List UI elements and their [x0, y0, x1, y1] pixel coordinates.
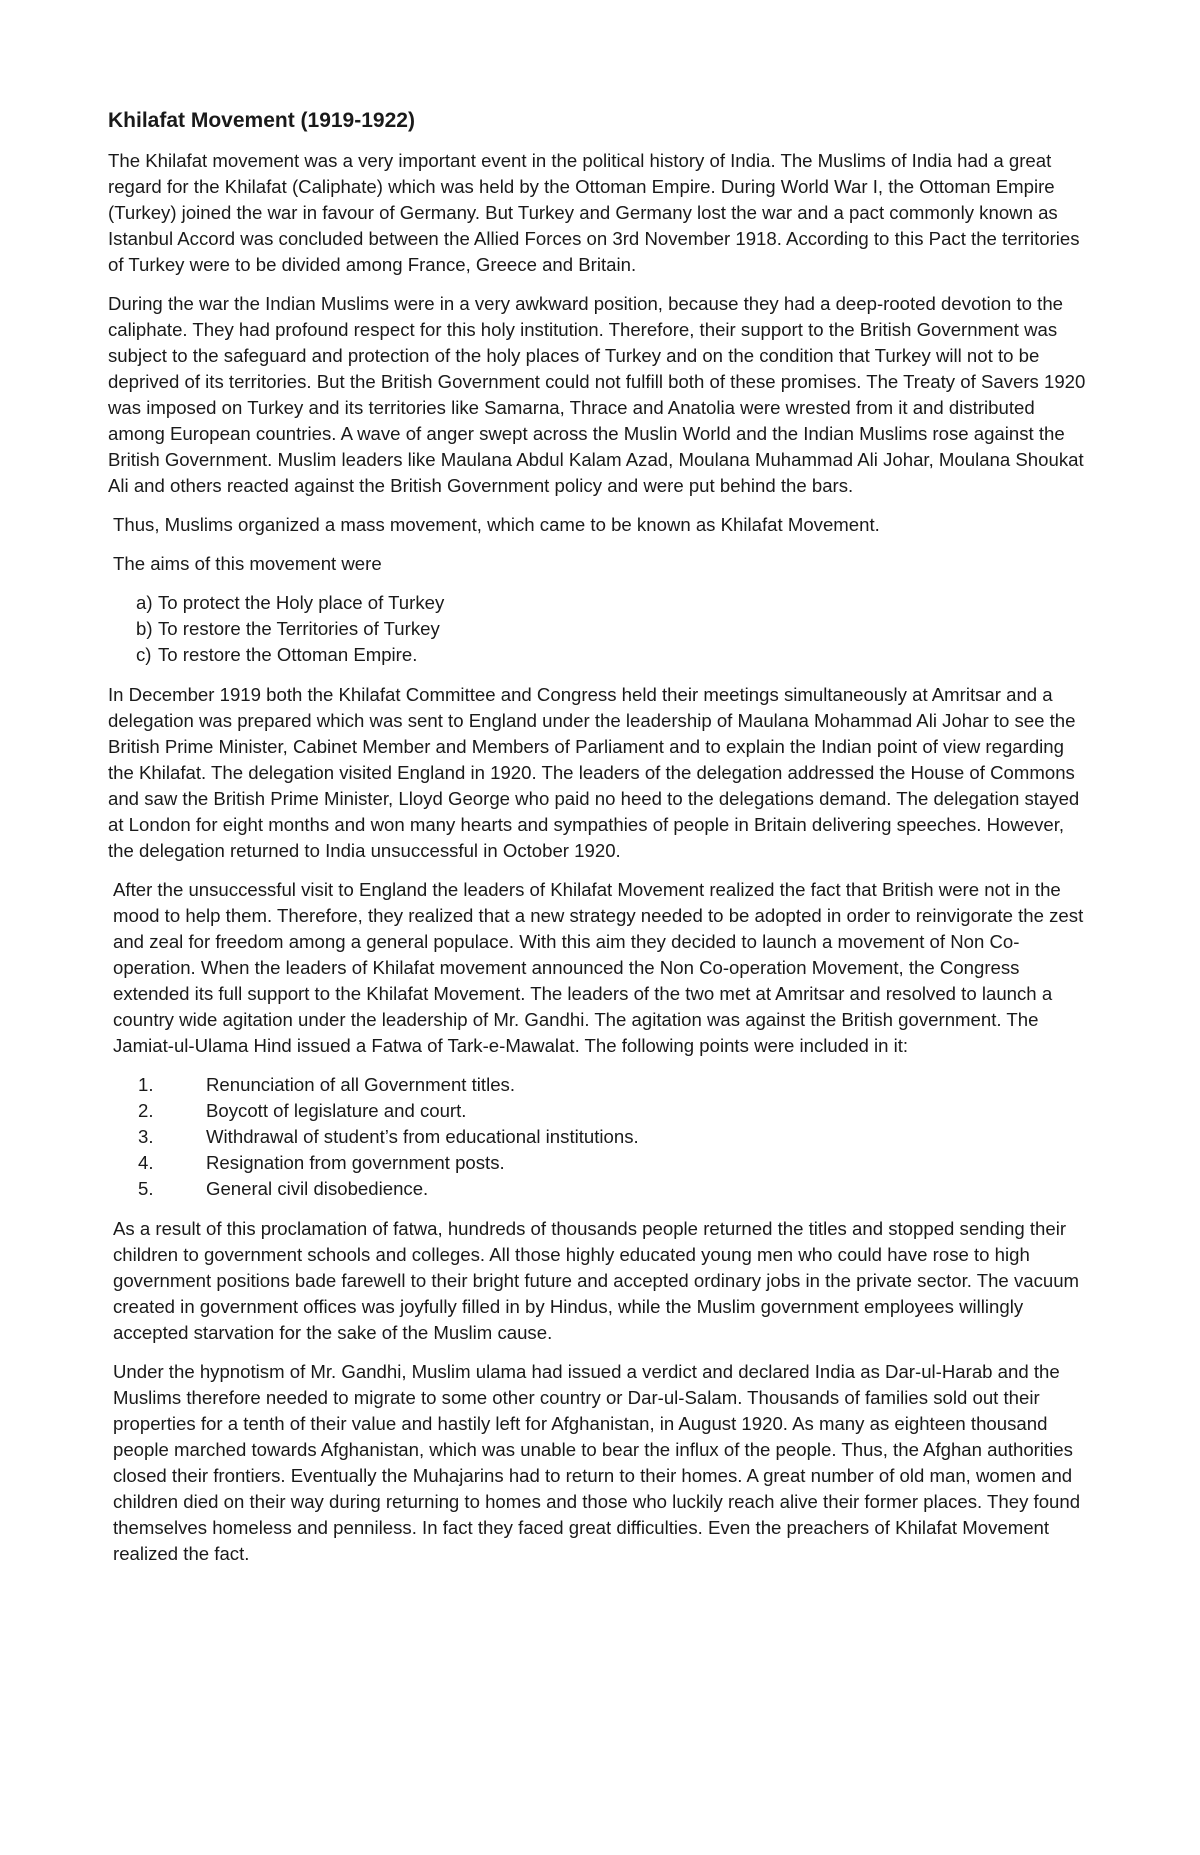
list-item-text: To restore the Ottoman Empire.: [158, 644, 418, 665]
list-item-text: To restore the Territories of Turkey: [158, 618, 440, 639]
paragraph-war-position: During the war the Indian Muslims were in a very awkward position, because they had a deep-rooted devotion to the caliphate. They had profound respect for this holy institution. Therefore, their support to the British Government was subject to the safeguard and protection of the holy places of Turkey and on the condition that Turkey will not to be deprived of its territories. But the British Government could not fulfill both of these promises. The Treaty of Savers 1920 was imposed on Turkey and its territories like Samarna, Thrace and Anatolia were wrested from it and distributed among European countries. A wave of anger swept across the Muslin World and the Indian Muslims rose against the British Government. Muslim leaders like Maulana Abdul Kalam Azad, Moulana Muhammad Ali Johar, Moulana Shoukat Ali and others reacted against the British Government policy and were put behind the bars.: [108, 293, 1086, 496]
document-title: Khilafat Movement (1919-1922): [108, 109, 415, 132]
list-marker: c): [136, 644, 152, 665]
document-page: [108, 108, 1088, 1580]
list-marker: 3.: [138, 1126, 154, 1147]
paragraph-delegation: In December 1919 both the Khilafat Committee and Congress held their meetings simultaneously at Amritsar and a delegation was prepared which was sent to England under the leadership of Maulana Mohammad Ali Johar to see the British Prime Minister, Cabinet Member and Members of Parliament and to explain the Indian point of view regarding the Khilafat. The delegation visited England in 1920. The leaders of the delegation addressed the House of Commons and saw the British Prime Minister, Lloyd George who paid no heed to the delegations demand. The delegation stayed at London for eight months and won many hearts and sympathies of people in Britain delivering speeches. However, the delegation returned to India unsuccessful in October 1920.: [108, 684, 1080, 861]
list-item: [138, 1124, 1088, 1150]
list-item-text: To protect the Holy place of Turkey: [158, 592, 445, 613]
list-marker: a): [136, 592, 153, 613]
paragraph-non-cooperation: After the unsuccessful visit to England the leaders of Khilafat Movement realized the fact that British were not in the mood to help them. Therefore, they realized that a new strategy needed to be adopted in order to reinvigorate the zest and zeal for freedom among a general populace. With this aim they decided to launch a movement of Non Co-operation. When the leaders of Khilafat movement announced the Non Co-operation Movement, the Congress extended its full support to the Khilafat Movement. The leaders of the two met at Amritsar and resolved to launch a country wide agitation under the leadership of Mr. Gandhi. The agitation was against the British government. The Jamiat-ul-Ulama Hind issued a Fatwa of Tark-e-Mawalat. The following points were included in it:: [113, 879, 1084, 1056]
list-marker: 4.: [138, 1152, 154, 1173]
list-item: [136, 590, 1088, 616]
list-item-text: Withdrawal of student’s from educational institutions.: [206, 1126, 639, 1147]
list-marker: b): [136, 618, 153, 639]
list-item: [136, 642, 1088, 668]
list-marker: 1.: [138, 1074, 154, 1095]
list-marker: 2.: [138, 1100, 154, 1121]
list-item: [138, 1072, 1088, 1098]
paragraph-aims-intro: The aims of this movement were: [113, 553, 382, 574]
list-item-text: General civil disobedience.: [206, 1178, 429, 1199]
list-marker: 5.: [138, 1178, 154, 1199]
paragraph-hijrat: Under the hypnotism of Mr. Gandhi, Muslim ulama had issued a verdict and declared India as Dar-ul-Harab and the Muslims therefore needed to migrate to some other country or Dar-ul-Salam. Thousands of families sold out their properties for a tenth of their value and hastily left for Afghanistan, in August 1920. As many as eighteen thousand people marched towards Afghanistan, which was unable to bear the influx of the people. Thus, the Afghan authorities closed their frontiers. Eventually the Muhajarins had to return to their homes. A great number of old man, women and children died on their way during returning to homes and those who luckily reach alive their former places. They found themselves homeless and penniless. In fact they faced great difficulties. Even the preachers of Khilafat Movement realized the fact.: [113, 1361, 1081, 1564]
list-item-text: Resignation from government posts.: [206, 1152, 505, 1173]
list-item: [138, 1150, 1088, 1176]
paragraph-fatwa-result: As a result of this proclamation of fatwa, hundreds of thousands people returned the titles and stopped sending their children to government schools and colleges. All those highly educated young men who could have rose to high government positions bade farewell to their bright future and accepted ordinary jobs in the private sector. The vacuum created in government offices was joyfully filled in by Hindus, while the Muslim government employees willingly accepted starvation for the sake of the Muslim cause.: [113, 1218, 1080, 1343]
list-item-text: Renunciation of all Government titles.: [206, 1074, 516, 1095]
list-item: [138, 1098, 1088, 1124]
fatwa-points-list: [108, 1072, 1088, 1202]
list-item-text: Boycott of legislature and court.: [206, 1100, 467, 1121]
aims-list: [108, 590, 1088, 668]
list-item: [136, 616, 1088, 642]
paragraph-mass-movement: Thus, Muslims organized a mass movement, which came to be known as Khilafat Movement.: [113, 514, 880, 535]
list-item: [138, 1176, 1088, 1202]
paragraph-intro: The Khilafat movement was a very important event in the political history of India. The Muslims of India had a great regard for the Khilafat (Caliphate) which was held by the Ottoman Empire. During World War I, the Ottoman Empire (Turkey) joined the war in favour of Germany. But Turkey and Germany lost the war and a pact commonly known as Istanbul Accord was concluded between the Allied Forces on 3rd November 1918. According to this Pact the territories of Turkey were to be divided among France, Greece and Britain.: [108, 150, 1080, 275]
